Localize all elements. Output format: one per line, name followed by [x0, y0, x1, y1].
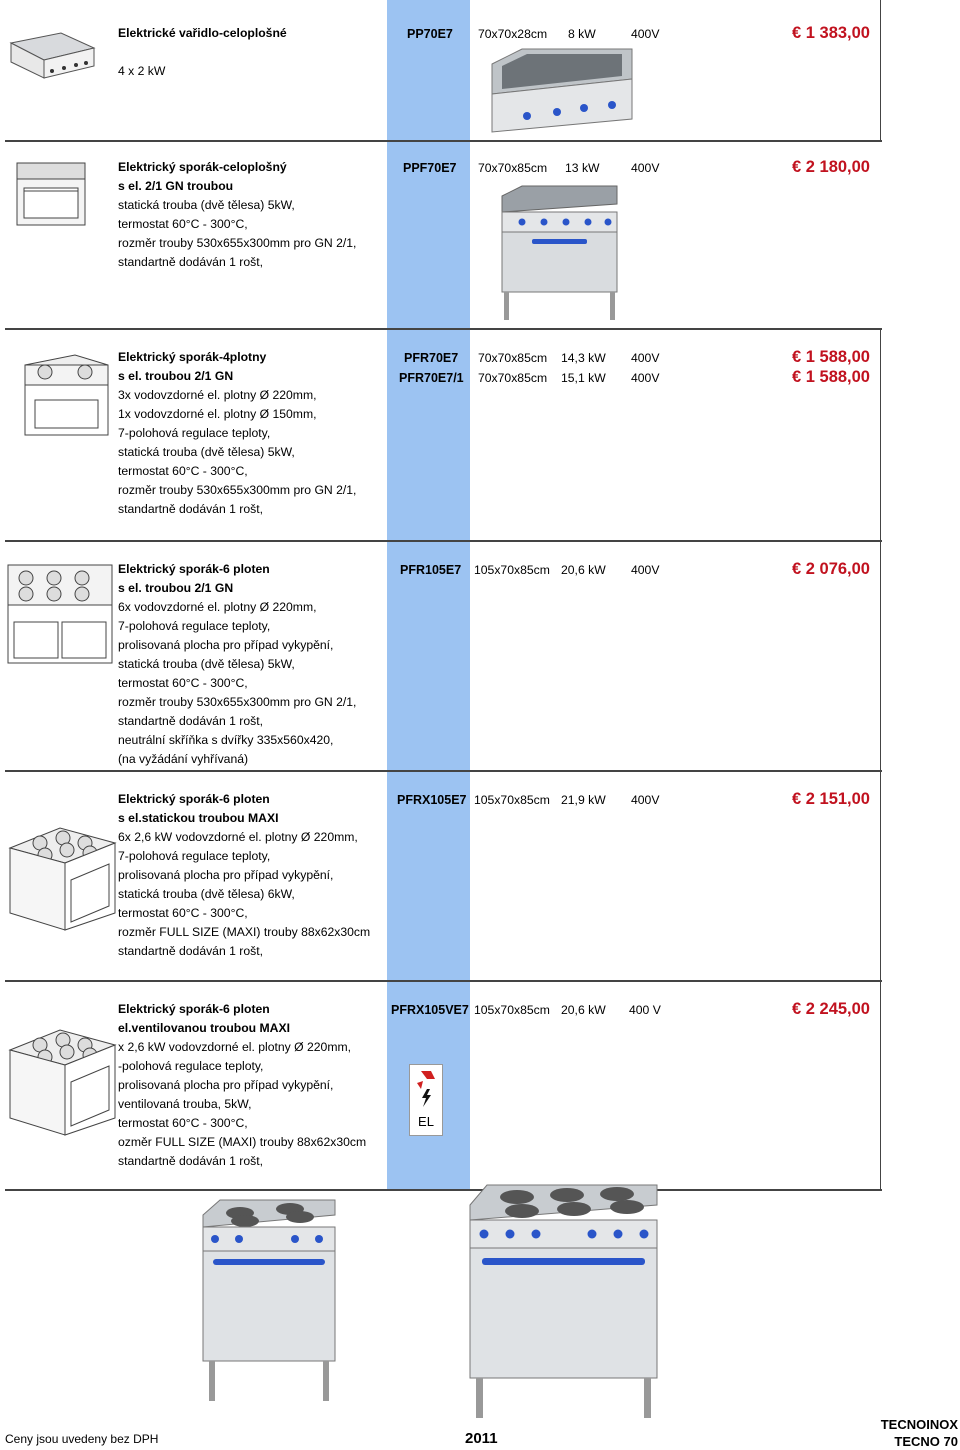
product-dimensions: 70x70x85cm: [478, 161, 548, 175]
griddle-photo: [482, 44, 642, 134]
product-voltage: 400V: [631, 351, 660, 365]
product-price: € 2 151,00: [792, 790, 870, 808]
product-power: 20,6 kW: [561, 1003, 606, 1017]
product-code: PP70E7: [407, 27, 453, 41]
product-voltage: 400V: [631, 161, 660, 175]
right-border: [880, 770, 881, 980]
product-code: PFR70E7/1: [399, 371, 464, 385]
separator: [5, 328, 882, 330]
product-price: € 1 588,00: [792, 368, 870, 386]
product-price: € 1 383,00: [792, 24, 870, 42]
product-voltage: 400V: [631, 793, 660, 807]
right-border: [880, 0, 881, 140]
range-6-plates-thumbnail: [4, 560, 116, 670]
product-dimensions: 70x70x28cm: [478, 27, 548, 41]
product-description: Elektrické vařidlo-celoplošné 4 x 2 kW: [118, 26, 287, 78]
product-description: Elektrický sporák-4plotny s el. troubou 2/1 GN 3x vodovzdorné el. plotny Ø 220mm, 1x vodovzdorné el. plotny Ø 150mm, 7-polohová regulace teploty, statická trouba (dvě tělesa) 5kW, termostat 60°C - 300°C, rozměr trouby 530x655x300mm pro GN 2/1, standartně dodáván 1 rošt,: [118, 350, 357, 516]
product-dimensions: 105x70x85cm: [474, 793, 550, 807]
range-ventilated-oven-thumbnail: [5, 1020, 120, 1145]
product-code: PFRX105VE7: [391, 1003, 469, 1017]
product-code: PFRX105E7: [397, 793, 467, 807]
product-description: Elektrický sporák-6 ploten s el.statickou troubou MAXI 6x 2,6 kW vodovzdorné el. plotny Ø 220mm, 7-polohová regulace teploty, prolisovaná plocha pro případ vykypění, statická trouba (dvě tělesa) 6kW, termostat 60°C - 300°C, rozměr FULL SIZE (MAXI) trouby 88x62x30cm standartně dodáván 1 rošt,: [118, 792, 371, 958]
product-dimensions: 70x70x85cm: [478, 351, 548, 365]
product-dimensions: 105x70x85cm: [474, 1003, 550, 1017]
product-description: Elektrický sporák-celoplošný s el. 2/1 GN troubou statická trouba (dvě tělesa) 5kW, termostat 60°C - 300°C, rozměr trouby 530x655x300mm pro GN 2/1, standartně dodáván 1 rošt,: [118, 160, 357, 269]
product-code: PFR70E7: [404, 351, 459, 365]
product-voltage: 400 V: [629, 1003, 661, 1017]
page-label: TECNO 70: [894, 1434, 958, 1449]
product-power: 14,3 kW: [561, 351, 606, 365]
product-dimensions: 105x70x85cm: [474, 563, 550, 577]
range-4-plates-thumbnail: [20, 350, 110, 440]
separator: [5, 770, 882, 772]
product-description: Elektrický sporák-6 ploten s el. troubou 2/1 GN 6x vodovzdorné el. plotny Ø 220mm, 7-polohová regulace teploty, prolisovaná plocha pro případ vykypění, statická trouba (dvě tělesa) 5kW, termostat 60°C - 300°C, rozměr trouby 530x655x300mm pro GN 2/1, standartně dodáván 1 rošt, neutrální skříňka s dvířky 335x560x420, (na vyžádání vyhřívaná): [118, 562, 357, 766]
electric-badge: [409, 1064, 443, 1136]
right-border: [880, 540, 881, 770]
product-price: € 2 180,00: [792, 158, 870, 176]
product-voltage: 400V: [631, 371, 660, 385]
footer-note: Ceny jsou uvedeny bez DPH: [5, 1432, 159, 1446]
product-price: € 2 076,00: [792, 560, 870, 578]
product-power: 8 kW: [568, 27, 596, 41]
footer-brand: [881, 1416, 958, 1450]
range-4-plates-photo: [195, 1195, 340, 1405]
brand-name: TECNOINOX: [880, 1417, 958, 1432]
range-oven-thumbnail: [12, 158, 92, 233]
product-price: € 1 588,00: [792, 348, 870, 366]
product-power: 20,6 kW: [561, 563, 606, 577]
range-oven-photo: [492, 184, 627, 324]
right-border: [880, 328, 881, 540]
griddle-thumbnail: [6, 28, 96, 83]
separator: [5, 540, 882, 542]
recycle-lightning-icon: [411, 1065, 441, 1109]
product-price: € 2 245,00: [792, 1000, 870, 1018]
footer-year: 2011: [465, 1430, 498, 1447]
range-maxi-oven-thumbnail: [5, 818, 120, 938]
product-code: PPF70E7: [403, 161, 457, 175]
product-voltage: 400V: [631, 27, 660, 41]
badge-label: EL: [418, 1114, 434, 1129]
product-code: PFR105E7: [400, 563, 462, 577]
product-dimensions: 70x70x85cm: [478, 371, 548, 385]
product-power: 21,9 kW: [561, 793, 606, 807]
product-voltage: 400V: [631, 563, 660, 577]
product-power: 13 kW: [565, 161, 600, 175]
product-power: 15,1 kW: [561, 371, 606, 385]
product-description: Elektrický sporák-6 ploten el.ventilovanou troubou MAXI x 2,6 kW vodovzdorné el. plotny Ø 220mm, -polohová regulace teploty, prolisovaná plocha pro případ vykypění, ventilovaná trouba, 5kW, termostat 60°C - 300°C, ozměr FULL SIZE (MAXI) trouby 88x62x30cm standartně dodáván 1 rošt,: [118, 1002, 367, 1168]
separator: [5, 140, 882, 142]
separator: [5, 1189, 882, 1191]
range-6-plates-photo: [462, 1180, 667, 1420]
separator: [5, 980, 882, 982]
right-border: [880, 980, 881, 1191]
